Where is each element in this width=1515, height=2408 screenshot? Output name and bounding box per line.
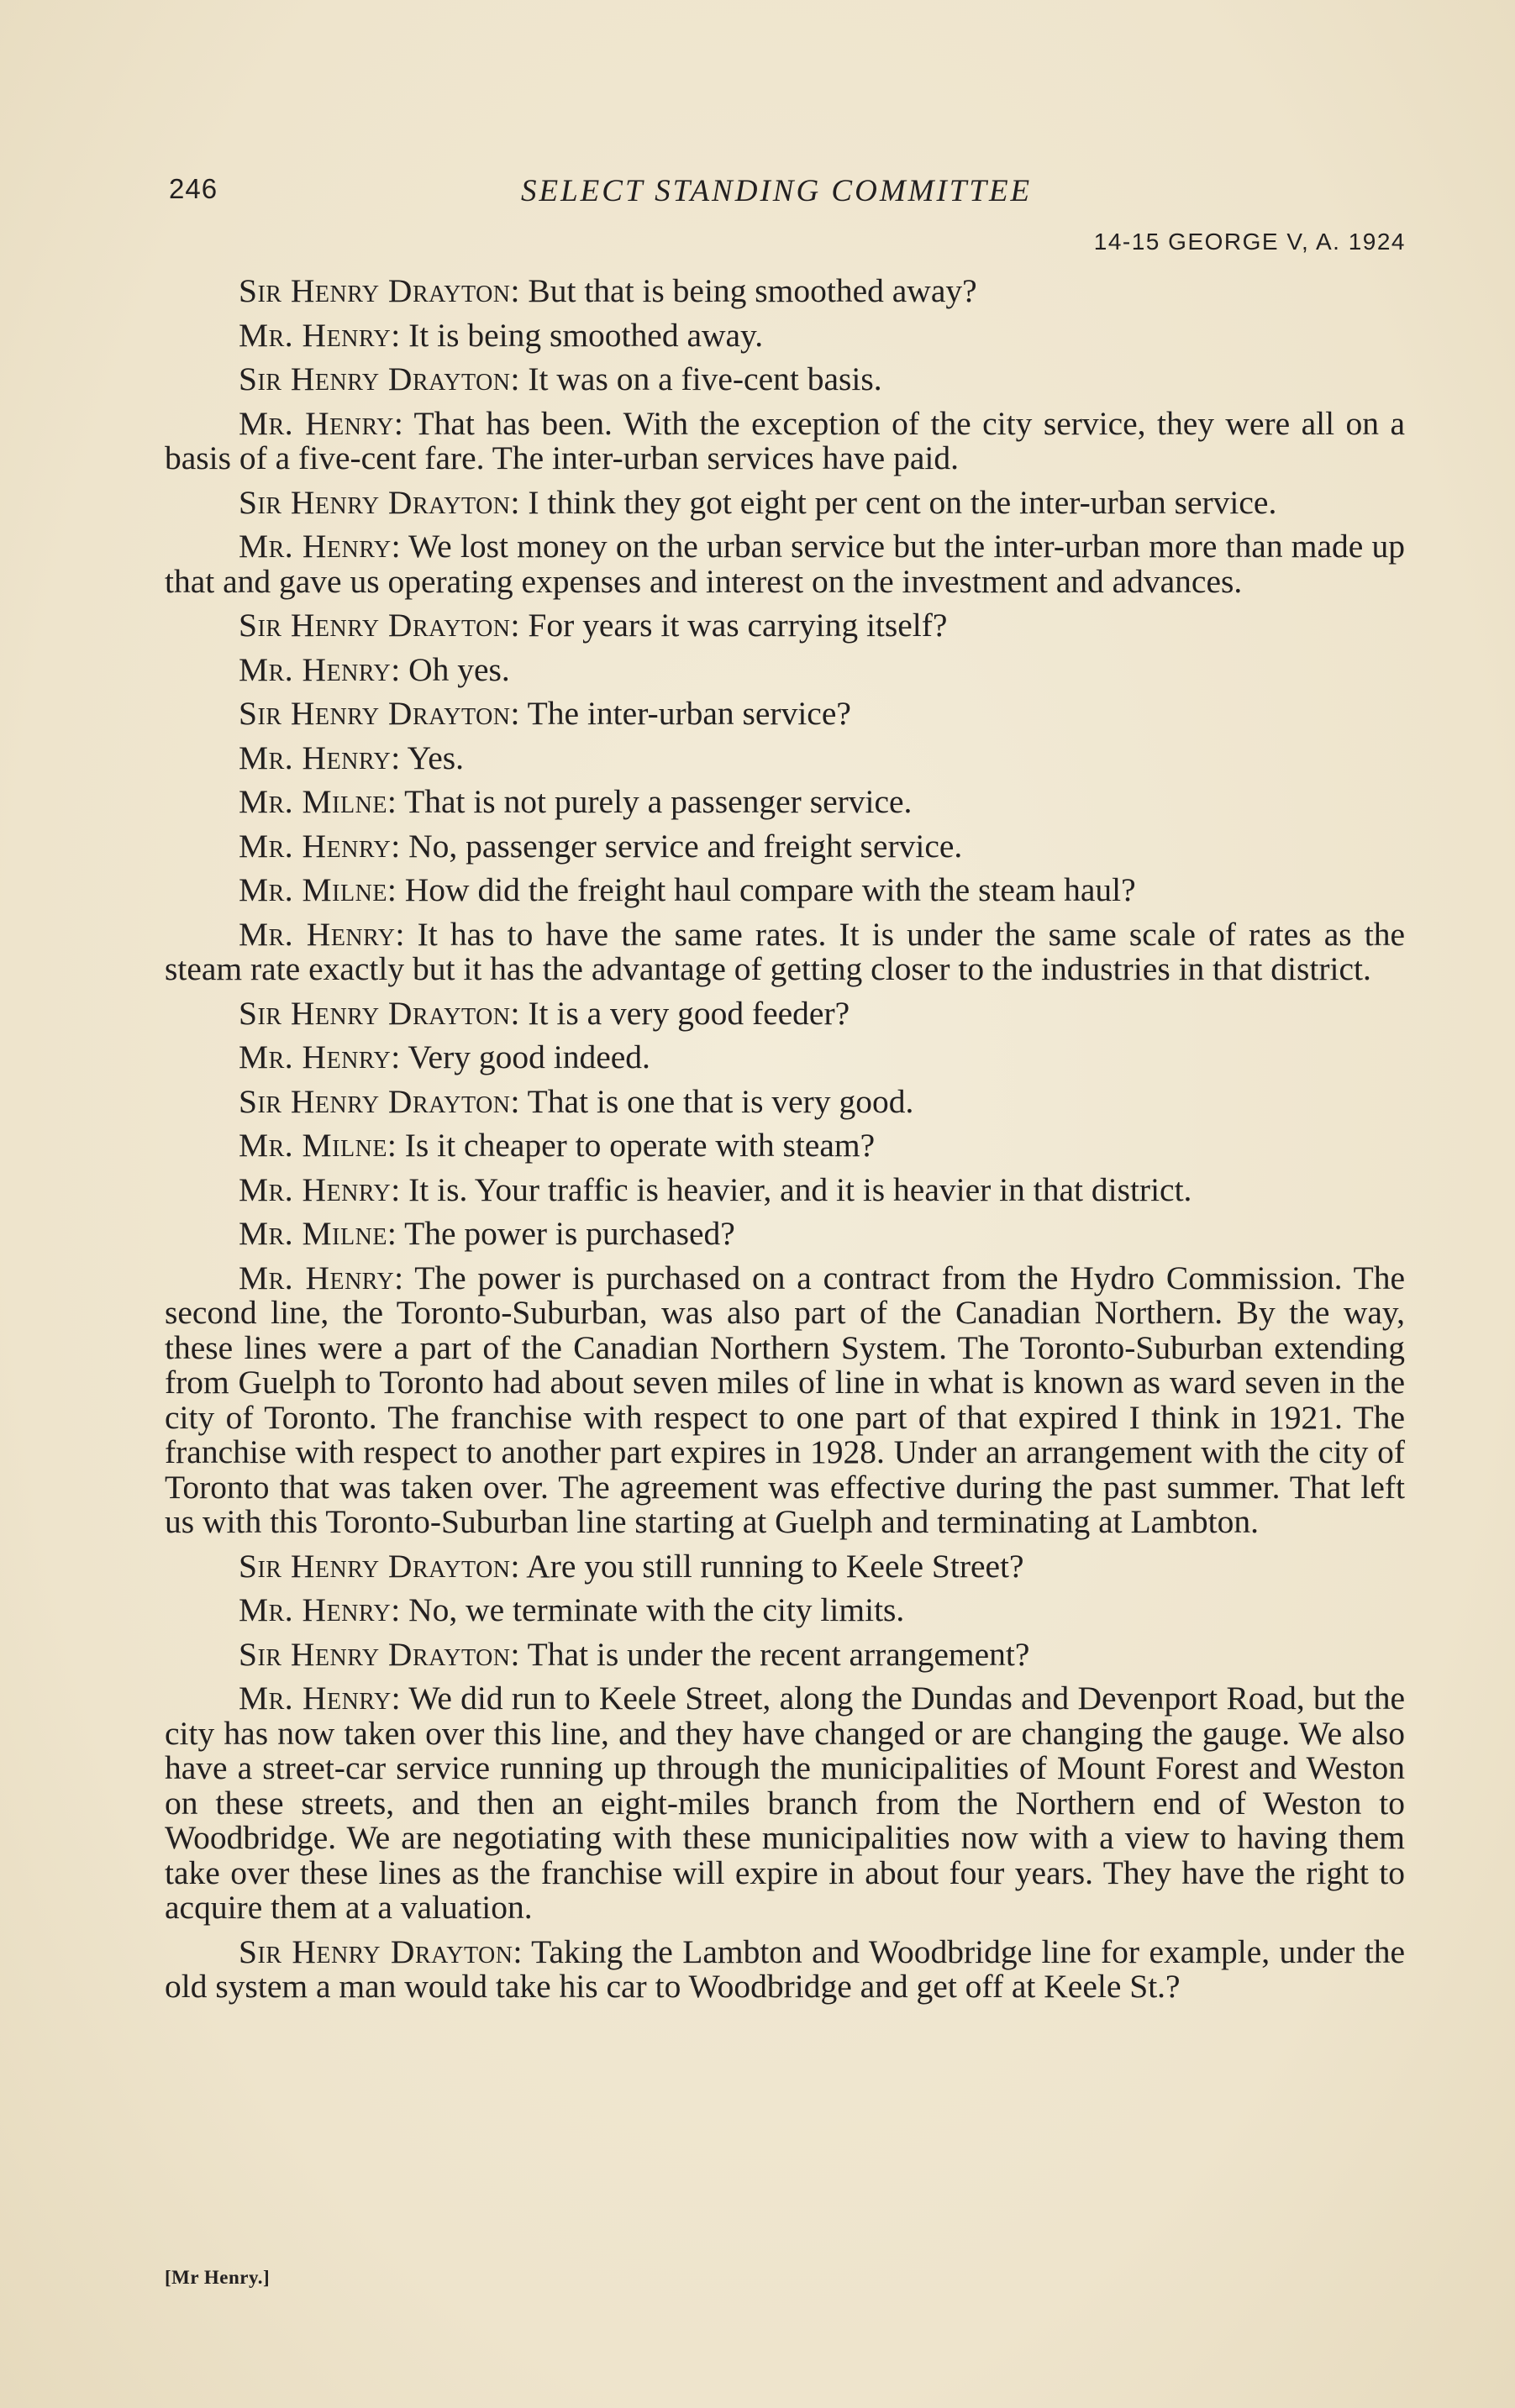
transcript-paragraph: Mr. Henry: No, passenger service and freight service.: [239, 827, 963, 865]
speech-text: We lost money on the urban service but the inter-urban more than made up that and gave us operating expenses and interest on the investment and advances.: [165, 528, 1406, 600]
speaker-name: Mr. Henry: [239, 316, 392, 354]
transcript-paragraph: Mr. Henry: Very good indeed.: [239, 1038, 650, 1075]
speaker-name: Sir Henry Drayton: [239, 994, 511, 1032]
speech-text: That has been. With the exception of the city service, they were all on a basis of a five-cent fare. The inter-urban services have paid.: [165, 404, 1405, 476]
transcript-paragraph: Mr. Henry: It is. Your traffic is heavier, and it is heavier in that district.: [239, 1170, 1192, 1208]
speech-text: Yes.: [407, 739, 464, 776]
speaker-name: Mr. Milne: [239, 783, 387, 820]
speech-text: I think they got eight per cent on the inter-urban service.: [528, 483, 1277, 521]
transcript-paragraph: Sir Henry Drayton: Taking the Lambton and Woodbridge line for example, under the old system a man would take his car to Woodbridge and get off at Keele St.?: [165, 1932, 1406, 2005]
speaker-name: Mr. Henry: [239, 739, 392, 776]
speaker-name: Mr. Henry: [239, 404, 394, 442]
footer-note: [Mr Henry.]: [165, 2267, 271, 2288]
speech-text: The power is purchased?: [404, 1215, 735, 1252]
speaker-name: Mr. Henry: [239, 528, 392, 565]
speech-text: For years it was carrying itself?: [528, 607, 948, 644]
transcript-paragraph: Mr. Henry: It is being smoothed away.: [239, 316, 764, 354]
transcript-paragraph: Sir Henry Drayton: For years it was carrying itself?: [239, 607, 948, 644]
transcript-paragraph: Mr. Henry: The power is purchased on a contract from the Hydro Commission. The second line, the Toronto-Suburban, was also part of the Canadian Northern. By the way, these lines were a part of the Canadian Northern System. The Toronto-Suburban extending from Guelph to Toronto had about seven miles of line in what is known as ward seven in the city of Toronto. The franchise with respect to one part of that expired I think in 1921. The franchise with respect to another part expires in 1928. Under an arrangement with the city of Toronto that was taken over. The agreement was effective during the past summer. That left us with this Toronto-Suburban line starting at Guelph and terminating at Lambton.: [165, 1259, 1406, 1540]
speaker-name: Mr. Henry: [239, 1680, 392, 1717]
transcript-paragraph: Sir Henry Drayton: That is one that is very good.: [239, 1082, 914, 1120]
speech-text: It is being smoothed away.: [408, 316, 764, 354]
page-number: 246: [169, 173, 218, 204]
speech-text: No, passenger service and freight service.: [408, 827, 963, 865]
speaker-name: Sir Henry Drayton: [239, 483, 511, 521]
speech-text: The inter-urban service?: [527, 695, 851, 732]
transcript-paragraph: Sir Henry Drayton: Are you still running to Keele Street?: [239, 1547, 1024, 1585]
speech-text: Is it cheaper to operate with steam?: [404, 1127, 876, 1164]
speaker-name: Mr. Milne: [239, 1215, 387, 1252]
speech-text: Very good indeed.: [408, 1038, 650, 1075]
speaker-name: Mr. Henry: [239, 1259, 395, 1296]
speech-text: How did the freight haul compare with the steam haul?: [404, 871, 1136, 908]
transcript-paragraph: Sir Henry Drayton: I think they got eight per cent on the inter-urban service.: [239, 483, 1277, 521]
transcript-paragraph: Mr. Henry: That has been. With the exception of the city service, they were all on a basis of a five-cent fare. The inter-urban services have paid.: [165, 404, 1405, 476]
speaker-name: Mr. Henry: [239, 650, 392, 688]
speaker-name: Sir Henry Drayton: [239, 272, 511, 309]
transcript-paragraph: Mr. Henry: Oh yes.: [239, 650, 510, 688]
speaker-name: Sir Henry Drayton: [239, 1635, 511, 1673]
speech-text: We did run to Keele Street, along the Dundas and Devenport Road, but the city has now taken over this line, and they have changed or are changing the gauge. We also have a street-car service running up through the municipalities of Mount Forest and Weston on these streets, and then an eight-miles branch from the Northern end of Weston to Woodbridge. We are negotiating with these municipalities now with a view to having them take over these lines as the franchise will expire in about four years. They have the right to acquire them at a valuation.: [165, 1680, 1406, 1926]
speaker-name: Mr. Henry: [239, 915, 396, 953]
transcript-paragraph: Mr. Henry: Yes.: [239, 739, 464, 776]
transcript-paragraph: Mr. Milne: The power is purchased?: [239, 1215, 735, 1252]
speaker-name: Mr. Henry: [239, 1170, 392, 1208]
transcript-paragraph: Mr. Henry: We did run to Keele Street, along the Dundas and Devenport Road, but the city has now taken over this line, and they have changed or are changing the gauge. We also have a street-car service running up through the municipalities of Mount Forest and Weston on these streets, and then an eight-miles branch from the Northern end of Weston to Woodbridge. We are negotiating with these municipalities now with a view to having them take over these lines as the franchise will expire in about four years. They have the right to acquire them at a valuation.: [165, 1680, 1406, 1926]
transcript-paragraph: Mr. Henry: It has to have the same rates. It is under the same scale of rates as the steam rate exactly but it has the advantage of getting closer to the industries in that district.: [165, 915, 1406, 987]
speech-text: That is one that is very good.: [527, 1082, 914, 1120]
speaker-name: Sir Henry Drayton: [239, 607, 511, 644]
transcript-paragraph: Mr. Henry: We lost money on the urban service but the inter-urban more than made up that and gave us operating expenses and interest on the investment and advances.: [165, 528, 1406, 600]
speech-text: Are you still running to Keele Street?: [526, 1547, 1024, 1585]
speech-text: It has to have the same rates. It is under the same scale of rates as the steam rate exactly but it has the advantage of getting closer to the industries in that district.: [165, 915, 1406, 987]
transcript-paragraph: Sir Henry Drayton: That is under the recent arrangement?: [239, 1635, 1030, 1673]
speech-text: It is a very good feeder?: [528, 994, 850, 1032]
speech-text: It is. Your traffic is heavier, and it is heavier in that district.: [408, 1170, 1192, 1208]
speaker-name: Sir Henry Drayton: [239, 1932, 513, 1970]
speaker-name: Sir Henry Drayton: [239, 1547, 511, 1585]
transcript-body: [165, 274, 1405, 2014]
running-title: SELECT STANDING COMMITTEE: [521, 174, 1033, 208]
speech-text: Taking the Lambton and Woodbridge line for example, under the old system a man would take his car to Woodbridge and get off at Keele St.?: [165, 1932, 1406, 2005]
speech-text: The power is purchased on a contract from the Hydro Commission. The second line, the Toronto-Suburban, was also part of the Canadian Northern. By the way, these lines were a part of the Canadian Northern System. The Toronto-Suburban extending from Guelph to Toronto had about seven miles of line in what is known as ward seven in the city of Toronto. The franchise with respect to one part of that expired I think in 1921. The franchise with respect to another part expires in 1928. Under an arrangement with the city of Toronto that was taken over. The agreement was effective during the past summer. That left us with this Toronto-Suburban line starting at Guelph and terminating at Lambton.: [165, 1259, 1406, 1540]
transcript-paragraph: Mr. Henry: No, we terminate with the city limits.: [239, 1591, 905, 1628]
session-label: 14-15 GEORGE V, A. 1924: [1093, 229, 1406, 255]
speaker-name: Mr. Milne: [239, 1127, 387, 1164]
speaker-name: Mr. Milne: [239, 871, 387, 908]
speech-text: That is under the recent arrangement?: [527, 1635, 1030, 1673]
transcript-paragraph: Sir Henry Drayton: The inter-urban service?: [239, 695, 851, 732]
speech-text: But that is being smoothed away?: [528, 272, 977, 309]
transcript-paragraph: Sir Henry Drayton: It was on a five-cent basis.: [239, 360, 882, 397]
speech-text: Oh yes.: [408, 650, 510, 688]
transcript-paragraph: Mr. Milne: How did the freight haul compare with the steam haul?: [239, 871, 1136, 908]
speaker-name: Sir Henry Drayton: [239, 1082, 511, 1120]
speaker-name: Mr. Henry: [239, 1038, 392, 1075]
transcript-paragraph: Mr. Milne: Is it cheaper to operate with steam?: [239, 1127, 876, 1164]
speaker-name: Sir Henry Drayton: [239, 360, 511, 397]
speech-text: No, we terminate with the city limits.: [408, 1591, 905, 1628]
speaker-name: Mr. Henry: [239, 1591, 392, 1628]
speaker-name: Mr. Henry: [239, 827, 392, 865]
speech-text: That is not purely a passenger service.: [404, 783, 913, 820]
speaker-name: Sir Henry Drayton: [239, 695, 511, 732]
transcript-paragraph: Sir Henry Drayton: It is a very good feeder?: [239, 994, 850, 1032]
transcript-paragraph: Mr. Milne: That is not purely a passenger service.: [239, 783, 913, 820]
transcript-paragraph: Sir Henry Drayton: But that is being smoothed away?: [239, 272, 977, 309]
speech-text: It was on a five-cent basis.: [528, 360, 882, 397]
